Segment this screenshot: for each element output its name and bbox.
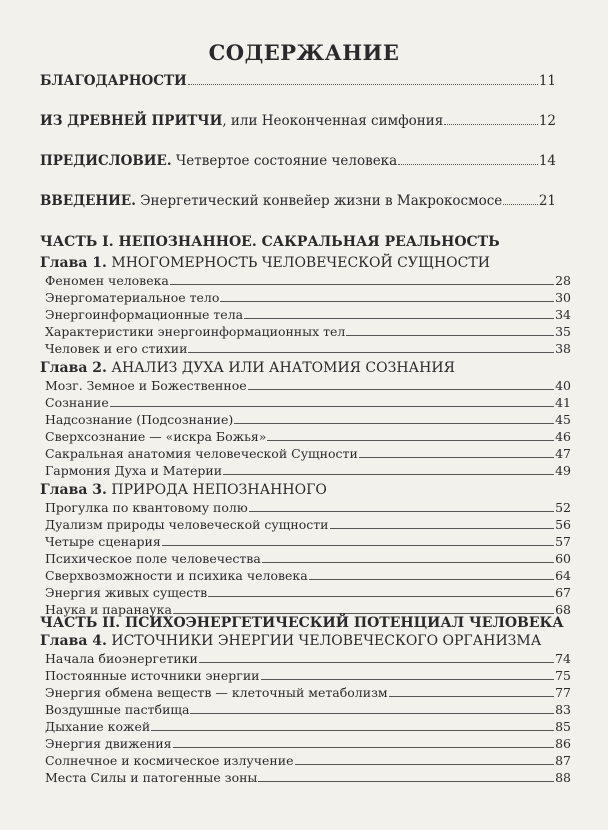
entry-title: ВВЕДЕНИЕ. (40, 193, 136, 210)
leader-line (220, 290, 554, 302)
page-number: 83 (555, 702, 571, 718)
toc-entry: Надсознание (Подсознание) 45 (45, 412, 571, 428)
toc-front-entry (40, 193, 556, 209)
leader-line (223, 463, 554, 475)
chapter-heading (40, 482, 556, 498)
chapter-heading (40, 255, 556, 271)
toc-entry: Энергоинформационные тела 34 (45, 307, 571, 323)
leader-line (261, 668, 555, 680)
page-number: 67 (555, 585, 571, 601)
page-number: 74 (555, 651, 571, 667)
page-number: 38 (555, 341, 571, 357)
leader-line (244, 307, 554, 319)
leader-line (359, 446, 554, 458)
leader-line (267, 429, 554, 441)
page-number: 28 (555, 273, 571, 289)
leader-line (190, 702, 554, 714)
toc-entry: Постоянные источники энергии 75 (45, 668, 571, 684)
page-number: 45 (555, 412, 571, 428)
chapter-label: Глава 4. (40, 633, 107, 649)
page-number: 11 (538, 73, 556, 90)
entry-title: БЛАГОДАРНОСТИ (40, 73, 187, 90)
leader-line (199, 651, 554, 663)
page-number: 56 (555, 517, 571, 533)
entry-subtitle: Четвертое состояние человека (171, 153, 398, 170)
toc-entry: Феномен человека 28 (45, 273, 571, 289)
page-number: 21 (538, 193, 556, 210)
entry-title: ИЗ ДРЕВНЕЙ ПРИТЧИ (40, 113, 223, 130)
page-number: 88 (555, 770, 571, 786)
page-number: 46 (555, 429, 571, 445)
page-number: 87 (555, 753, 571, 769)
dot-leader (188, 73, 538, 85)
leader-line (173, 736, 555, 748)
page-title: СОДЕРЖАНИЕ (208, 40, 400, 65)
toc-entry: Дыхание кожей 85 (45, 719, 571, 735)
toc-entry: Мозг. Земное и Божественное 40 (45, 378, 571, 394)
part-heading: ЧАСТЬ I. НЕПОЗНАННОЕ. САКРАЛЬНАЯ РЕАЛЬНОСТЬ (40, 234, 500, 250)
leader-line (234, 412, 554, 424)
chapter-heading (40, 633, 556, 649)
page-number: 85 (555, 719, 571, 735)
toc-entry: Наука и паранаука 68 (45, 602, 571, 618)
page-number: 68 (555, 602, 571, 618)
toc-entry: Четыре сценария 57 (45, 534, 571, 550)
entry-subtitle: Энергетический конвейер жизни в Макрокосмосе (135, 193, 503, 210)
toc-entry: Человек и его стихии 38 (45, 341, 571, 357)
leader-line (249, 500, 554, 512)
page-number: 47 (555, 446, 571, 462)
dot-leader (398, 153, 538, 165)
toc-entry: Энергия живых существ 67 (45, 585, 571, 601)
chapter-label: Глава 2. (40, 360, 107, 376)
page-number: 34 (555, 307, 571, 323)
toc-entry: Солнечное и космическое излучение 87 (45, 753, 571, 769)
leader-line (208, 585, 554, 597)
page-number: 64 (555, 568, 571, 584)
page-number: 60 (555, 551, 571, 567)
toc-front-entry (40, 73, 556, 89)
entry-subtitle: , или Неоконченная симфония (222, 113, 444, 130)
page-number: 41 (555, 395, 571, 411)
leader-line (110, 395, 554, 407)
leader-line (389, 685, 554, 697)
dot-leader (444, 113, 538, 125)
toc-entry: Характеристики энергоинформационных тел 35 (45, 324, 571, 340)
chapter-heading (40, 360, 556, 376)
toc-entry: Сознание 41 (45, 395, 571, 411)
leader-line (262, 551, 554, 563)
toc-entry: Энергия движения 86 (45, 736, 571, 752)
toc-entry: Сакральная анатомия человеческой Сущности 47 (45, 446, 571, 462)
toc-entry: Места Силы и патогенные зоны 88 (45, 770, 571, 786)
toc-entry: Гармония Духа и Материи 49 (45, 463, 571, 479)
toc-front-entry (40, 113, 556, 129)
page-number: 35 (555, 324, 571, 340)
leader-line (295, 753, 555, 765)
chapter-label: Глава 1. (40, 255, 107, 271)
toc-entry: Сверхвозможности и психика человека 64 (45, 568, 571, 584)
page-number: 14 (538, 153, 556, 170)
leader-line (162, 534, 554, 546)
page-number: 77 (555, 685, 571, 701)
page-number: 49 (555, 463, 571, 479)
leader-line (151, 719, 554, 731)
toc-entry: Энергия обмена веществ — клеточный метаболизм 77 (45, 685, 571, 701)
leader-line (188, 341, 554, 353)
leader-line (309, 568, 554, 580)
toc-entry: Энергоматериальное тело 30 (45, 290, 571, 306)
leader-line (346, 324, 554, 336)
leader-line (173, 602, 554, 614)
dot-leader (503, 193, 538, 205)
page-number: 52 (555, 500, 571, 516)
part-heading: ЧАСТЬ II. ПСИХОЭНЕРГЕТИЧЕСКИЙ ПОТЕНЦИАЛ ЧЕЛОВЕКА (40, 615, 564, 631)
leader-line (330, 517, 555, 529)
toc-entry: Воздушные пастбища 83 (45, 702, 571, 718)
toc-front-entry (40, 153, 556, 169)
chapter-title: АНАЛИЗ ДУХА ИЛИ АНАТОМИЯ СОЗНАНИЯ (106, 360, 455, 376)
toc-entry: Прогулка по квантовому полю 52 (45, 500, 571, 516)
page-number: 30 (555, 290, 571, 306)
toc-entry: Сверхсознание — «искра Божья» 46 (45, 429, 571, 445)
entry-title: ПРЕДИСЛОВИЕ. (40, 153, 172, 170)
leader-line (258, 770, 554, 782)
toc-entry: Дуализм природы человеческой сущности 56 (45, 517, 571, 533)
toc-entry: Начала биоэнергетики 74 (45, 651, 571, 667)
leader-line (170, 273, 554, 285)
page-number: 40 (555, 378, 571, 394)
page-number: 12 (538, 113, 556, 130)
leader-line (248, 378, 554, 390)
chapter-title: ПРИРОДА НЕПОЗНАННОГО (106, 482, 327, 498)
chapter-title: МНОГОМЕРНОСТЬ ЧЕЛОВЕЧЕСКОЙ СУЩНОСТИ (106, 255, 490, 271)
toc-entry: Психическое поле человечества 60 (45, 551, 571, 567)
chapter-title: ИСТОЧНИКИ ЭНЕРГИИ ЧЕЛОВЕЧЕСКОГО ОРГАНИЗМА (106, 633, 542, 649)
page-number: 57 (555, 534, 571, 550)
chapter-label: Глава 3. (40, 482, 107, 498)
page-number: 75 (555, 668, 571, 684)
page-number: 86 (555, 736, 571, 752)
